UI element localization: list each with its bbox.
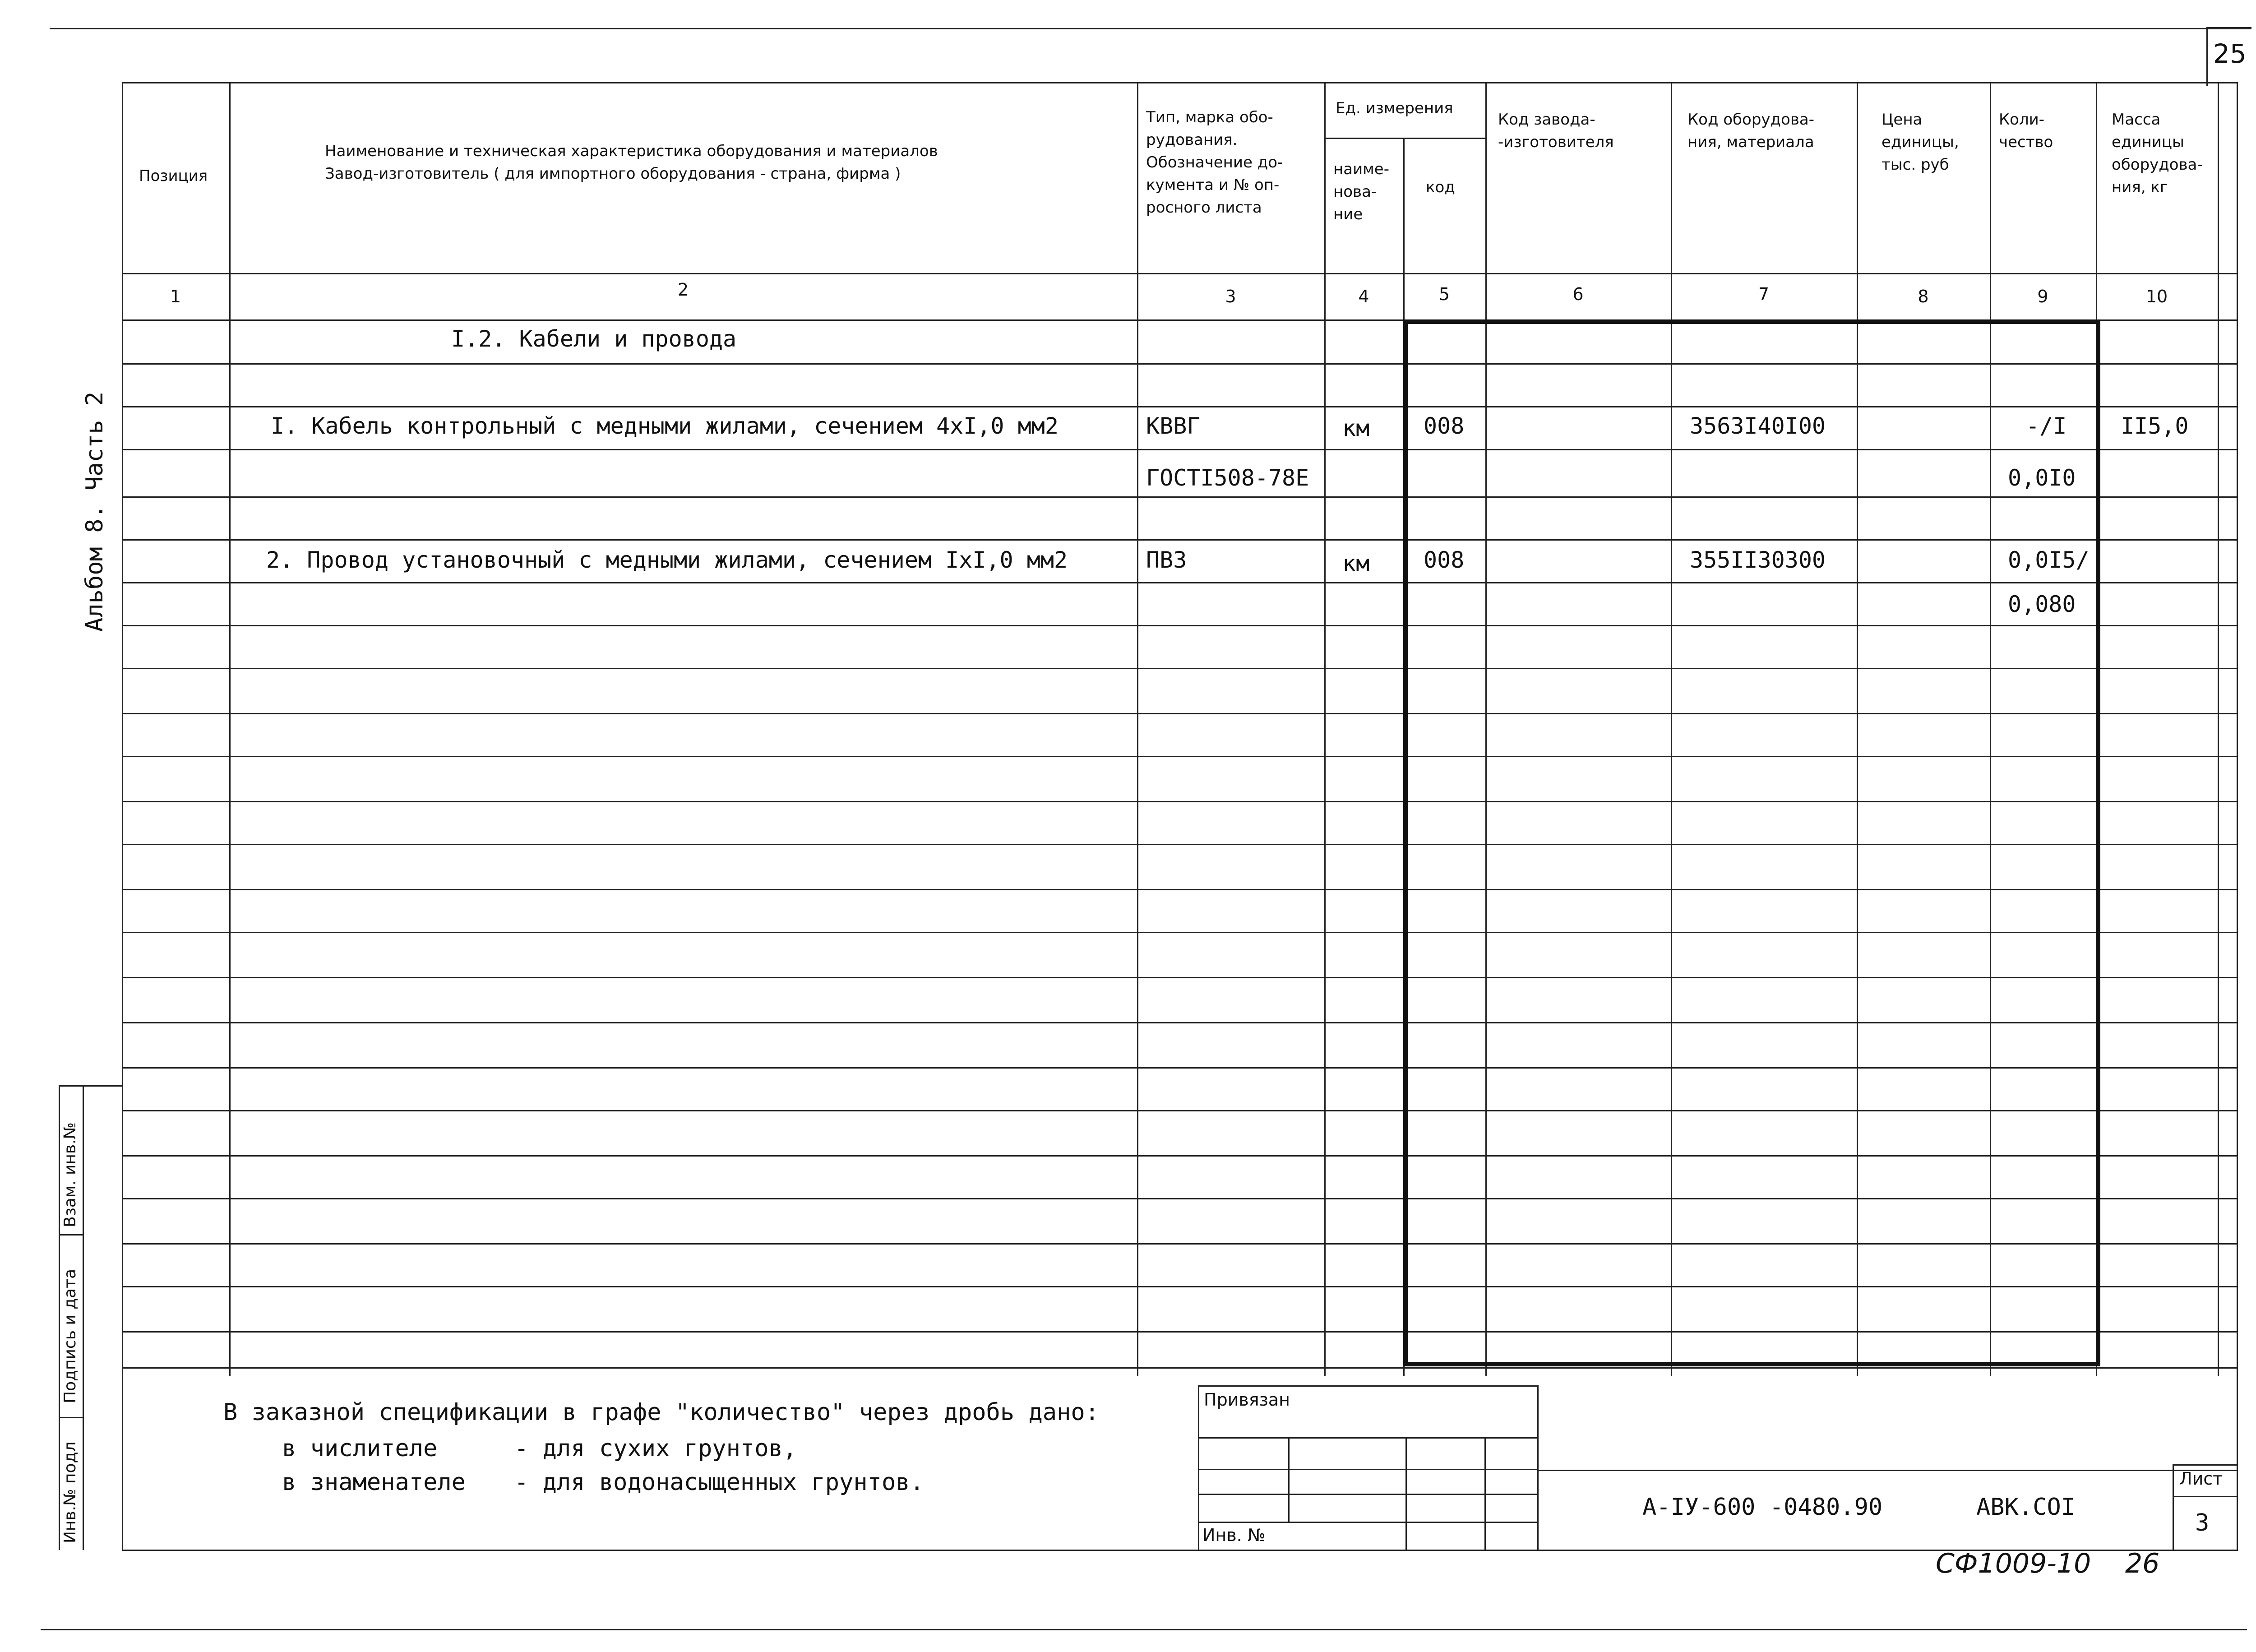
column-number-2: 2 — [677, 280, 689, 300]
privyazan-line-1 — [1198, 1437, 1539, 1439]
row2-unit: км — [1342, 551, 1370, 577]
footer-number: 26 — [2125, 1548, 2160, 1579]
row1-type-doc: ГОСТI508-78Е — [1146, 465, 1309, 491]
sheet-bottom-line — [122, 1550, 2238, 1551]
page-number: 25 — [2213, 38, 2247, 69]
row1-type: КВВГ — [1146, 413, 1201, 439]
note-line-3a: в знаменателе — [282, 1469, 466, 1496]
stamp-signature-date: Подпись и дата — [61, 1268, 79, 1403]
stamp-col-left — [59, 1085, 60, 1550]
header-quantity: Коли- чество — [1999, 111, 2053, 151]
row2-qty: 0,0I5/ — [2008, 547, 2090, 573]
row1-qty: -/I — [2026, 413, 2067, 439]
row1-material-code: 3563I40I00 — [1690, 413, 1826, 439]
table-top-border — [122, 82, 2238, 83]
note-line-2b: - для сухих грунтов, — [514, 1435, 797, 1462]
privyazan-line-3 — [1198, 1494, 1539, 1495]
sheet-box-left — [2173, 1464, 2174, 1550]
header-factory-code: Код завода- -изготовителя — [1498, 111, 1614, 151]
page-bottom-edge — [41, 1629, 2247, 1630]
row1-unit: км — [1342, 415, 1370, 441]
sheet-box-mid — [2173, 1496, 2238, 1497]
note-line-3b: - для водонасыщенных грунтов. — [514, 1469, 924, 1496]
stamp-col-right — [83, 1085, 84, 1550]
stamp-inv-vzam: Взам. инв.№ — [61, 1122, 79, 1227]
col-divider-2 — [1137, 82, 1138, 1376]
page-number-box-left — [2206, 27, 2208, 86]
header-unit-group: Ед. измерения — [1336, 99, 1453, 117]
doc-code: А-IУ-600 -0480.90 — [1642, 1494, 1883, 1521]
row1-name: I. Кабель контрольный с медными жилами, сечением 4xI,0 мм2 — [271, 413, 1059, 439]
column-number-4: 4 — [1358, 287, 1369, 306]
row2-unit-code: 008 — [1424, 547, 1465, 573]
note-line-1: В заказной спецификации в графе "количество" через дробь дано: — [223, 1399, 1100, 1426]
sheet-box-top — [2173, 1464, 2238, 1466]
privyazan-line-4 — [1198, 1522, 1539, 1523]
sheet-top-line — [50, 28, 2251, 29]
column-number-7: 7 — [1758, 284, 1770, 304]
table-bottom-line — [122, 1367, 2238, 1369]
side-title: Альбом 8. Часть 2 — [81, 391, 108, 632]
row2-qty2: 0,080 — [2008, 591, 2076, 617]
bold-frame — [1403, 319, 2100, 1366]
header-unit-name: наиме- нова- ние — [1333, 160, 1389, 223]
note-line-2a: в числителе — [282, 1435, 438, 1462]
footer-code: СФ1009-10 — [1936, 1548, 2091, 1579]
header-price: Цена единицы, тыс. руб — [1882, 111, 1959, 174]
stamp-line-2 — [59, 1234, 83, 1236]
column-number-3: 3 — [1225, 287, 1236, 306]
table-right-border — [2237, 82, 2238, 1551]
privyazan-col-2 — [1405, 1437, 1407, 1550]
col-divider-1 — [229, 82, 231, 1376]
header-position: Позиция — [139, 167, 208, 185]
stamp-inv-podl: Инв.№ подл — [61, 1441, 79, 1543]
privyazan-line-2 — [1198, 1469, 1539, 1470]
inv-no-label: Инв. № — [1202, 1525, 1266, 1545]
title-block-top — [1537, 1470, 2237, 1471]
section-title: I.2. Кабели и провода — [451, 326, 737, 352]
header-name: Наименование и техническая характеристика оборудования и материалов Завод-изготовитель ( для импортного оборудования - страна, фирма ) — [325, 142, 938, 183]
col-divider-10 — [2218, 82, 2219, 1376]
row1-mass: II5,0 — [2121, 413, 2189, 439]
header-type: Тип, марка обо- рудования. Обозначение до- кумента и № оп- росного листа — [1146, 108, 1283, 217]
header-bottom-line — [122, 273, 2238, 274]
unit-subheader-line — [1324, 138, 1485, 139]
row1-unit-code: 008 — [1424, 413, 1465, 439]
row2-name: 2. Провод установочный с медными жилами, сечением IxI,0 мм2 — [266, 547, 1068, 573]
privyazan-col-3 — [1484, 1437, 1486, 1550]
sheet-number: 3 — [2195, 1509, 2210, 1536]
header-material-code: Код оборудова- ния, материала — [1687, 111, 1814, 151]
privyazan-top — [1198, 1385, 1539, 1387]
column-number-1: 1 — [170, 287, 181, 306]
column-number-8: 8 — [1918, 287, 1929, 306]
header-mass: Масса единицы оборудова- ния, кг — [2112, 111, 2203, 196]
header-unit-code: код — [1426, 178, 1455, 196]
row2-material-code: 355II30300 — [1690, 547, 1826, 573]
privyazan-col-1 — [1288, 1437, 1290, 1522]
column-number-6: 6 — [1572, 284, 1584, 304]
privyazan-label: Привязан — [1204, 1390, 1290, 1410]
column-number-9: 9 — [2037, 287, 2048, 306]
column-number-5: 5 — [1438, 284, 1450, 304]
sheet-label: Лист — [2179, 1469, 2223, 1489]
row1-qty2: 0,0I0 — [2008, 465, 2076, 491]
privyazan-right — [1537, 1385, 1539, 1550]
privyazan-left — [1198, 1385, 1199, 1550]
stamp-line-3 — [59, 1417, 83, 1418]
stamp-line-1 — [59, 1085, 122, 1087]
row2-type: ПВЗ — [1146, 547, 1187, 573]
column-number-10: 10 — [2145, 287, 2168, 306]
col-divider-3 — [1324, 82, 1326, 1376]
doc-mark: АВК.СОI — [1976, 1494, 2076, 1521]
